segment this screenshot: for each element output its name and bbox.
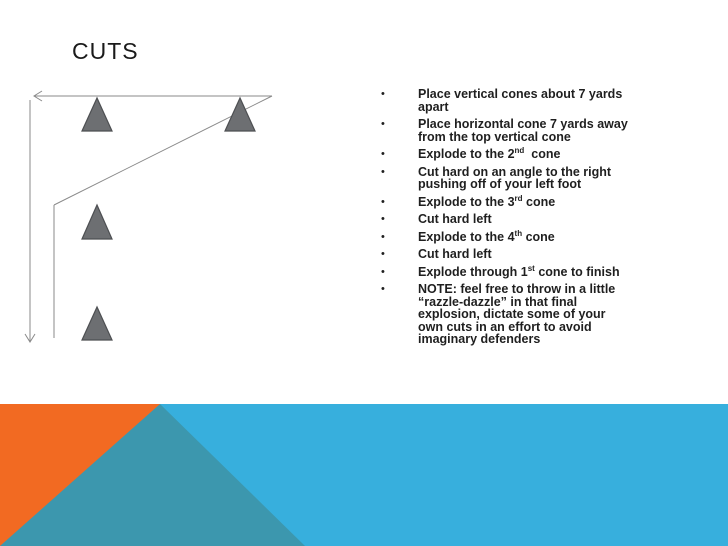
list-item-text-tail: cone: [524, 147, 561, 161]
bullet-dot: •: [381, 265, 385, 278]
ordinal-suffix: rd: [514, 193, 523, 203]
bullet-dot: •: [381, 165, 385, 178]
bullet-dot: •: [381, 248, 385, 260]
bullet-dot: •: [381, 213, 385, 225]
list-item-text-tail: cone: [522, 229, 555, 244]
slide-title: CUTS: [72, 38, 139, 64]
ordinal-suffix: st: [527, 263, 535, 273]
list-item-text: NOTE: feel free to throw in a little “razzle-dazzle” in that final explosion, dictate some of your own cuts in an effort to avoid imaginary defenders: [418, 282, 616, 346]
list-item-text-tail: cone: [522, 194, 556, 209]
list-item-text: Explode to the 2: [418, 147, 515, 161]
list-item-text: Cut hard left: [418, 247, 492, 261]
list-item-text: Explode to the 4: [418, 229, 515, 244]
list-item-text: Cut hard on an angle to the right pushing off of your left foot: [418, 164, 612, 191]
list-item-text-tail: cone to finish: [534, 264, 620, 279]
list-item-text: Place vertical cones about 7 yards apart: [418, 87, 623, 114]
list-item-text: Place horizontal cone 7 yards away from the top vertical cone: [418, 117, 628, 144]
bullet-dot: •: [381, 148, 385, 160]
bullet-dot: •: [381, 118, 385, 130]
bullet-dot: •: [381, 230, 385, 243]
ordinal-suffix: th: [514, 228, 523, 238]
list-item-text: Explode through 1: [418, 264, 528, 279]
bullet-dot: •: [381, 88, 385, 100]
list-item-text: Cut hard left: [418, 212, 492, 226]
bullet-dot: •: [381, 195, 385, 208]
bullet-dot: •: [381, 283, 385, 295]
ordinal-suffix: nd: [514, 145, 525, 155]
list-item-text: Explode to the 3: [418, 194, 515, 209]
